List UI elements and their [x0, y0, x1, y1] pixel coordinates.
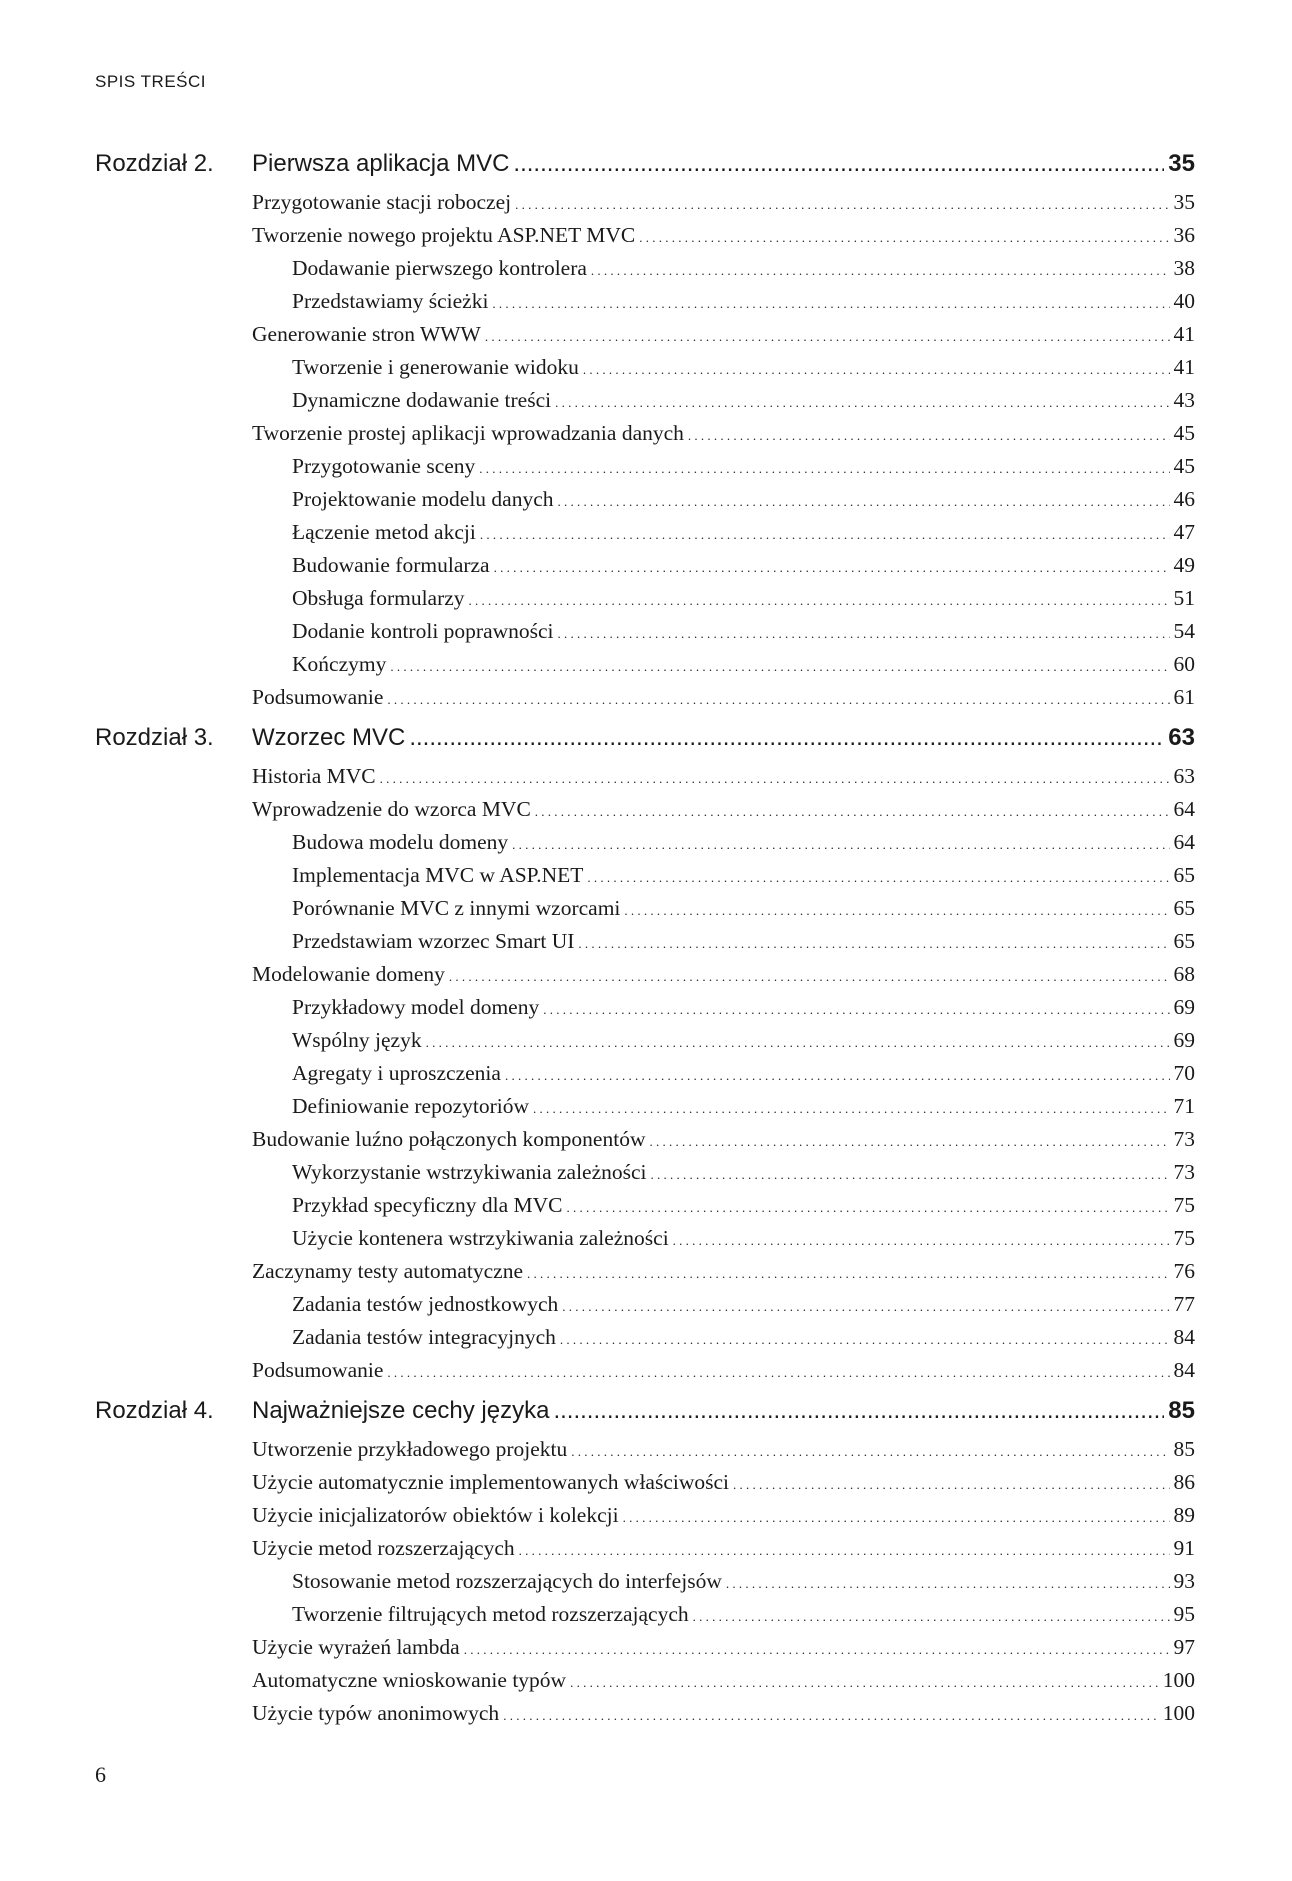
dot-leader: [693, 1609, 1170, 1625]
toc-section: [95, 322, 1195, 355]
toc-section: [95, 962, 1195, 995]
dot-leader: [673, 1233, 1170, 1249]
section-title: Dodawanie pierwszego kontrolera: [292, 256, 587, 280]
section-title: Tworzenie filtrujących metod rozszerzających: [292, 1602, 689, 1626]
section-page: 41: [1173, 322, 1195, 346]
toc-section: [95, 685, 1195, 718]
dot-leader: [503, 1708, 1159, 1724]
section-page: 35: [1173, 190, 1195, 214]
dot-leader: [583, 362, 1170, 378]
section-page: 77: [1173, 1292, 1195, 1316]
dot-leader: [513, 150, 1164, 178]
section-title: Użycie kontenera wstrzykiwania zależności: [292, 1226, 669, 1250]
section-page: 73: [1173, 1127, 1195, 1151]
section-title: Tworzenie i generowanie widoku: [292, 355, 579, 379]
section-page: 73: [1173, 1160, 1195, 1184]
section-title: Tworzenie prostej aplikacji wprowadzania danych: [252, 421, 684, 445]
dot-leader: [587, 870, 1169, 886]
dot-leader: [512, 837, 1169, 853]
dot-leader: [623, 1510, 1170, 1526]
section-page: 65: [1173, 929, 1195, 953]
section-title: Użycie automatycznie implementowanych właściwości: [252, 1470, 730, 1494]
section-title: Stosowanie metod rozszerzających do interfejsów: [292, 1569, 722, 1593]
chapter-title: Najważniejsze cechy języka: [252, 1397, 550, 1424]
toc-subsection: [95, 256, 1195, 289]
dot-leader: [562, 1299, 1169, 1315]
section-page: 76: [1173, 1259, 1195, 1283]
section-page: 86: [1173, 1470, 1195, 1494]
toc-subsection: [95, 1061, 1195, 1094]
dot-leader: [566, 1200, 1169, 1216]
toc-section: [95, 1635, 1195, 1668]
dot-leader: [480, 527, 1170, 543]
chapter-title: Wzorzec MVC: [252, 724, 406, 751]
dot-leader: [560, 1332, 1170, 1348]
dot-leader: [553, 1397, 1164, 1425]
toc-section: [95, 421, 1195, 454]
toc-section: [95, 1358, 1195, 1391]
chapter-page: 35: [1168, 150, 1195, 177]
toc-section: [95, 764, 1195, 797]
toc-subsection: [95, 995, 1195, 1028]
toc-subsection: [95, 863, 1195, 896]
section-page: 68: [1173, 962, 1195, 986]
section-page: 85: [1173, 1437, 1195, 1461]
section-title: Przygotowanie stacji roboczej: [252, 190, 512, 214]
section-title: Użycie wyrażeń lambda: [252, 1635, 460, 1659]
dot-leader: [485, 329, 1170, 345]
section-page: 38: [1173, 256, 1195, 280]
section-title: Przykład specyficzny dla MVC: [292, 1193, 563, 1217]
section-page: 60: [1173, 652, 1195, 676]
section-page: 97: [1173, 1635, 1195, 1659]
toc-section: [95, 1701, 1195, 1734]
section-title: Przedstawiamy ścieżki: [292, 289, 489, 313]
dot-leader: [426, 1035, 1170, 1051]
toc-section: [95, 1127, 1195, 1160]
section-page: 36: [1173, 223, 1195, 247]
toc-subsection: [95, 454, 1195, 487]
dot-leader: [733, 1477, 1169, 1493]
section-title: Wykorzystanie wstrzykiwania zależności: [292, 1160, 647, 1184]
section-title: Zaczynamy testy automatyczne: [252, 1259, 524, 1283]
section-page: 84: [1173, 1325, 1195, 1349]
chapter-entry: [252, 724, 1195, 752]
toc-subsection: [95, 1094, 1195, 1127]
dot-leader: [479, 461, 1169, 477]
dot-leader: [651, 1167, 1170, 1183]
dot-leader: [726, 1576, 1170, 1592]
running-header: SPIS TREŚCI: [95, 72, 206, 91]
section-title: Przedstawiam wzorzec Smart UI: [292, 929, 575, 953]
toc-subsection: [95, 1325, 1195, 1358]
toc-subsection: [95, 652, 1195, 685]
section-title: Budowanie formularza: [292, 553, 490, 577]
section-title: Przygotowanie sceny: [292, 454, 476, 478]
section-title: Użycie typów anonimowych: [252, 1701, 500, 1725]
section-title: Utworzenie przykładowego projektu: [252, 1437, 568, 1461]
section-title: Dynamiczne dodawanie treści: [292, 388, 552, 412]
section-page: 70: [1173, 1061, 1195, 1085]
section-page: 63: [1173, 764, 1195, 788]
section-page: 40: [1173, 289, 1195, 313]
toc-chapter: [95, 1397, 1195, 1734]
section-page: 41: [1173, 355, 1195, 379]
section-title: Automatyczne wnioskowanie typów: [252, 1668, 567, 1692]
section-page: 45: [1173, 421, 1195, 445]
section-title: Użycie inicjalizatorów obiektów i kolekcji: [252, 1503, 619, 1527]
dot-leader: [591, 263, 1170, 279]
chapter-entry: [252, 1397, 1195, 1425]
toc-section: [95, 1259, 1195, 1292]
section-page: 91: [1173, 1536, 1195, 1560]
section-page: 71: [1173, 1094, 1195, 1118]
section-title: Podsumowanie: [252, 1358, 384, 1382]
section-title: Porównanie MVC z innymi wzorcami: [292, 896, 621, 920]
dot-leader: [558, 494, 1170, 510]
section-title: Budowanie luźno połączonych komponentów: [252, 1127, 646, 1151]
section-title: Agregaty i uproszczenia: [292, 1061, 501, 1085]
section-page: 54: [1173, 619, 1195, 643]
page-number: 6: [95, 1762, 106, 1787]
dot-leader: [527, 1266, 1169, 1282]
section-title: Historia MVC: [252, 764, 376, 788]
section-page: 89: [1173, 1503, 1195, 1527]
section-page: 46: [1173, 487, 1195, 511]
section-page: 100: [1162, 1701, 1195, 1725]
toc-subsection: [95, 896, 1195, 929]
dot-leader: [494, 560, 1170, 576]
chapter-entry: [252, 150, 1195, 178]
section-title: Budowa modelu domeny: [292, 830, 509, 854]
section-title: Modelowanie domeny: [252, 962, 445, 986]
toc-subsection: [95, 355, 1195, 388]
toc-section: [95, 797, 1195, 830]
section-page: 75: [1173, 1226, 1195, 1250]
section-title: Wprowadzenie do wzorca MVC: [252, 797, 531, 821]
section-title: Generowanie stron WWW: [252, 322, 481, 346]
section-title: Dodanie kontroli poprawności: [292, 619, 554, 643]
section-page: 51: [1173, 586, 1195, 610]
toc-subsection: [95, 929, 1195, 962]
toc-subsection: [95, 1569, 1195, 1602]
dot-leader: [515, 197, 1169, 213]
section-page: 65: [1173, 896, 1195, 920]
section-title: Zadania testów jednostkowych: [292, 1292, 559, 1316]
section-page: 47: [1173, 520, 1195, 544]
toc-section: [95, 1470, 1195, 1503]
chapter-heading: [95, 1397, 1195, 1437]
toc-section: [95, 190, 1195, 223]
dot-leader: [492, 296, 1169, 312]
section-title: Obsługa formularzy: [292, 586, 465, 610]
chapter-heading: [95, 724, 1195, 764]
toc-subsection: [95, 553, 1195, 586]
toc-subsection: [95, 1602, 1195, 1635]
toc-subsection: [95, 487, 1195, 520]
section-page: 69: [1173, 1028, 1195, 1052]
section-page: 43: [1173, 388, 1195, 412]
toc-section: [95, 1668, 1195, 1701]
section-page: 64: [1173, 797, 1195, 821]
dot-leader: [570, 1675, 1159, 1691]
chapter-title: Pierwsza aplikacja MVC: [252, 150, 510, 177]
dot-leader: [409, 724, 1164, 752]
toc-subsection: [95, 1193, 1195, 1226]
section-page: 65: [1173, 863, 1195, 887]
toc-subsection: [95, 1292, 1195, 1325]
chapter-page: 63: [1168, 724, 1195, 751]
toc-section: [95, 1536, 1195, 1569]
section-page: 61: [1173, 685, 1195, 709]
toc-subsection: [95, 586, 1195, 619]
toc-subsection: [95, 388, 1195, 421]
dot-leader: [555, 395, 1169, 411]
section-title: Kończymy: [292, 652, 387, 676]
toc-subsection: [95, 1028, 1195, 1061]
dot-leader: [649, 1134, 1169, 1150]
section-page: 49: [1173, 553, 1195, 577]
section-title: Definiowanie repozytoriów: [292, 1094, 530, 1118]
toc-subsection: [95, 289, 1195, 322]
dot-leader: [505, 1068, 1170, 1084]
section-title: Projektowanie modelu danych: [292, 487, 554, 511]
toc-subsection: [95, 619, 1195, 652]
dot-leader: [578, 936, 1169, 952]
section-title: Tworzenie nowego projektu ASP.NET MVC: [252, 223, 636, 247]
dot-leader: [380, 771, 1170, 787]
dot-leader: [464, 1642, 1170, 1658]
chapter-heading: [95, 150, 1195, 190]
toc-subsection: [95, 1160, 1195, 1193]
toc-section: [95, 223, 1195, 256]
section-title: Implementacja MVC w ASP.NET: [292, 863, 584, 887]
section-page: 95: [1173, 1602, 1195, 1626]
section-page: 75: [1173, 1193, 1195, 1217]
section-page: 45: [1173, 454, 1195, 478]
toc-subsection: [95, 830, 1195, 863]
section-title: Wspólny język: [292, 1028, 422, 1052]
section-title: Podsumowanie: [252, 685, 384, 709]
dot-leader: [449, 969, 1170, 985]
section-page: 64: [1173, 830, 1195, 854]
section-page: 100: [1162, 1668, 1195, 1692]
dot-leader: [688, 428, 1170, 444]
table-of-contents: [95, 150, 1195, 1740]
chapter-number: Rozdział 2.: [95, 150, 214, 177]
section-title: Przykładowy model domeny: [292, 995, 540, 1019]
chapter-page: 85: [1168, 1397, 1195, 1424]
chapter-number: Rozdział 4.: [95, 1397, 214, 1424]
toc-subsection: [95, 520, 1195, 553]
section-page: 93: [1173, 1569, 1195, 1593]
dot-leader: [469, 593, 1170, 609]
dot-leader: [624, 903, 1169, 919]
toc-chapter: [95, 150, 1195, 718]
dot-leader: [519, 1543, 1170, 1559]
section-title: Zadania testów integracyjnych: [292, 1325, 556, 1349]
dot-leader: [639, 230, 1169, 246]
section-title: Użycie metod rozszerzających: [252, 1536, 515, 1560]
section-page: 84: [1173, 1358, 1195, 1382]
section-page: 69: [1173, 995, 1195, 1019]
dot-leader: [387, 1365, 1169, 1381]
toc-section: [95, 1437, 1195, 1470]
dot-leader: [558, 626, 1170, 642]
section-title: Łączenie metod akcji: [292, 520, 476, 544]
dot-leader: [535, 804, 1170, 820]
dot-leader: [543, 1002, 1169, 1018]
chapter-number: Rozdział 3.: [95, 724, 214, 751]
toc-subsection: [95, 1226, 1195, 1259]
dot-leader: [571, 1444, 1169, 1460]
dot-leader: [387, 692, 1169, 708]
dot-leader: [390, 659, 1169, 675]
toc-section: [95, 1503, 1195, 1536]
dot-leader: [533, 1101, 1169, 1117]
toc-chapter: [95, 724, 1195, 1391]
